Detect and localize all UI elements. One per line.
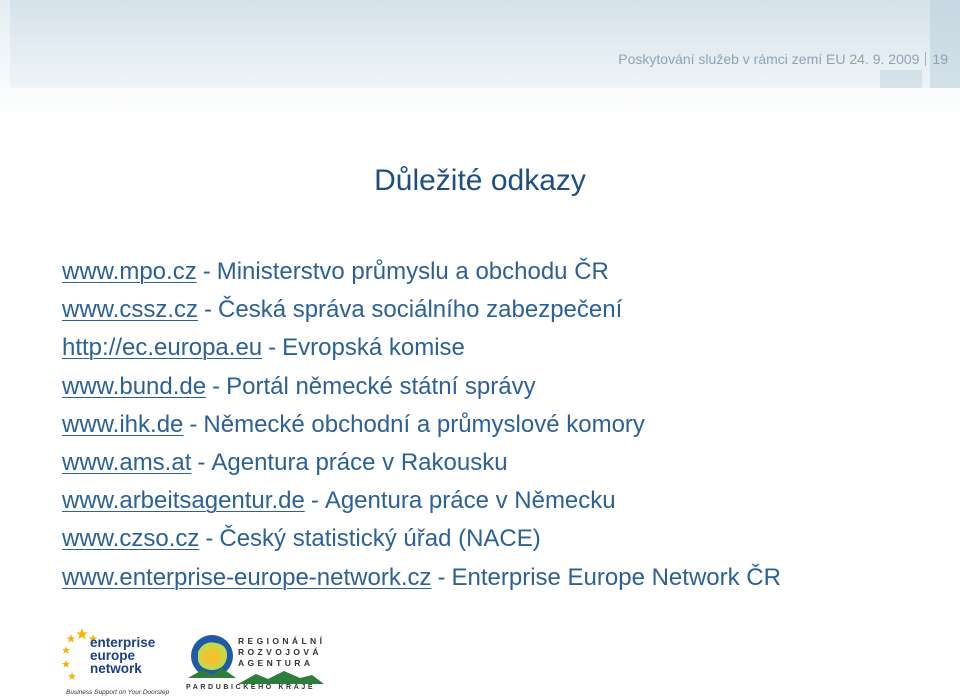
header-separator: [925, 52, 926, 66]
een-wordmark: [90, 636, 155, 675]
link-description: Ministerstvo průmyslu a obchodu ČR: [216, 258, 609, 285]
een-line: europe: [90, 648, 136, 663]
dash-separator: -: [202, 258, 211, 285]
rra-line: ROZVOJOVÁ: [238, 647, 322, 657]
list-item: [62, 446, 781, 484]
link-url[interactable]: www.cssz.cz: [62, 296, 199, 324]
dash-separator: -: [437, 563, 446, 591]
rra-bottom-label: PARDUBICKÉHO KRAJE: [186, 684, 316, 691]
list-item: [62, 484, 781, 522]
link-description: Enterprise Europe Network ČR: [451, 563, 781, 591]
link-description: Agentura práce v Rakousku: [211, 448, 508, 476]
dash-separator: -: [212, 372, 221, 400]
list-item: [62, 331, 781, 369]
header-decoration: [930, 0, 960, 88]
link-url[interactable]: www.bund.de: [62, 372, 207, 400]
link-url[interactable]: www.czso.cz: [62, 525, 200, 553]
enterprise-europe-network-logo: [62, 626, 182, 696]
link-description: Německé obchodní a průmyslové komory: [203, 410, 645, 438]
een-line: enterprise: [90, 635, 156, 650]
header-panel: [10, 0, 960, 88]
list-item: [62, 255, 781, 293]
dash-separator: -: [310, 487, 319, 515]
link-description: Portál německé státní správy: [226, 372, 536, 400]
header-decoration: [880, 70, 922, 88]
dash-separator: -: [205, 525, 214, 553]
list-item: [62, 561, 781, 599]
running-title: Poskytování služeb v rámci zemí EU: [618, 51, 846, 67]
link-url[interactable]: http://ec.europa.eu: [62, 334, 263, 362]
dash-separator: -: [197, 448, 206, 476]
link-description: Český statistický úřad (NACE): [219, 525, 541, 553]
dash-separator: -: [268, 334, 277, 362]
mountains-icon: [238, 670, 324, 684]
page-number: 19: [932, 51, 948, 67]
list-item: [62, 370, 781, 408]
list-item: [62, 293, 781, 331]
een-tagline: Business Support on Your Doorstep: [66, 689, 170, 696]
een-line: network: [90, 661, 142, 676]
list-item: [62, 522, 781, 560]
link-url[interactable]: www.ams.at: [62, 448, 192, 476]
rra-line: REGIONÁLNÍ: [238, 636, 326, 646]
link-description: Česká správa sociálního zabezpečení: [218, 296, 623, 324]
rra-line: AGENTURA: [238, 658, 314, 668]
link-description: Evropská komise: [282, 334, 465, 362]
dash-separator: -: [189, 410, 198, 438]
header-band: [0, 0, 960, 118]
page-title: Důležité odkazy: [374, 164, 586, 197]
footer: [0, 618, 960, 696]
link-url[interactable]: www.mpo.cz: [62, 258, 197, 285]
links-list: [62, 255, 781, 599]
link-url[interactable]: www.enterprise-europe-network.cz: [62, 563, 432, 591]
header-running-text: [618, 51, 948, 67]
list-item: [62, 408, 781, 446]
link-description: Agentura práce v Německu: [324, 487, 616, 515]
header-date: 24. 9. 2009: [849, 51, 920, 67]
link-url[interactable]: www.arbeitsagentur.de: [62, 487, 305, 515]
dash-separator: -: [204, 296, 213, 324]
regional-agency-logo: [186, 626, 326, 698]
link-url[interactable]: www.ihk.de: [62, 410, 184, 438]
region-map-icon: [188, 632, 236, 684]
rra-wordmark: [238, 636, 325, 669]
